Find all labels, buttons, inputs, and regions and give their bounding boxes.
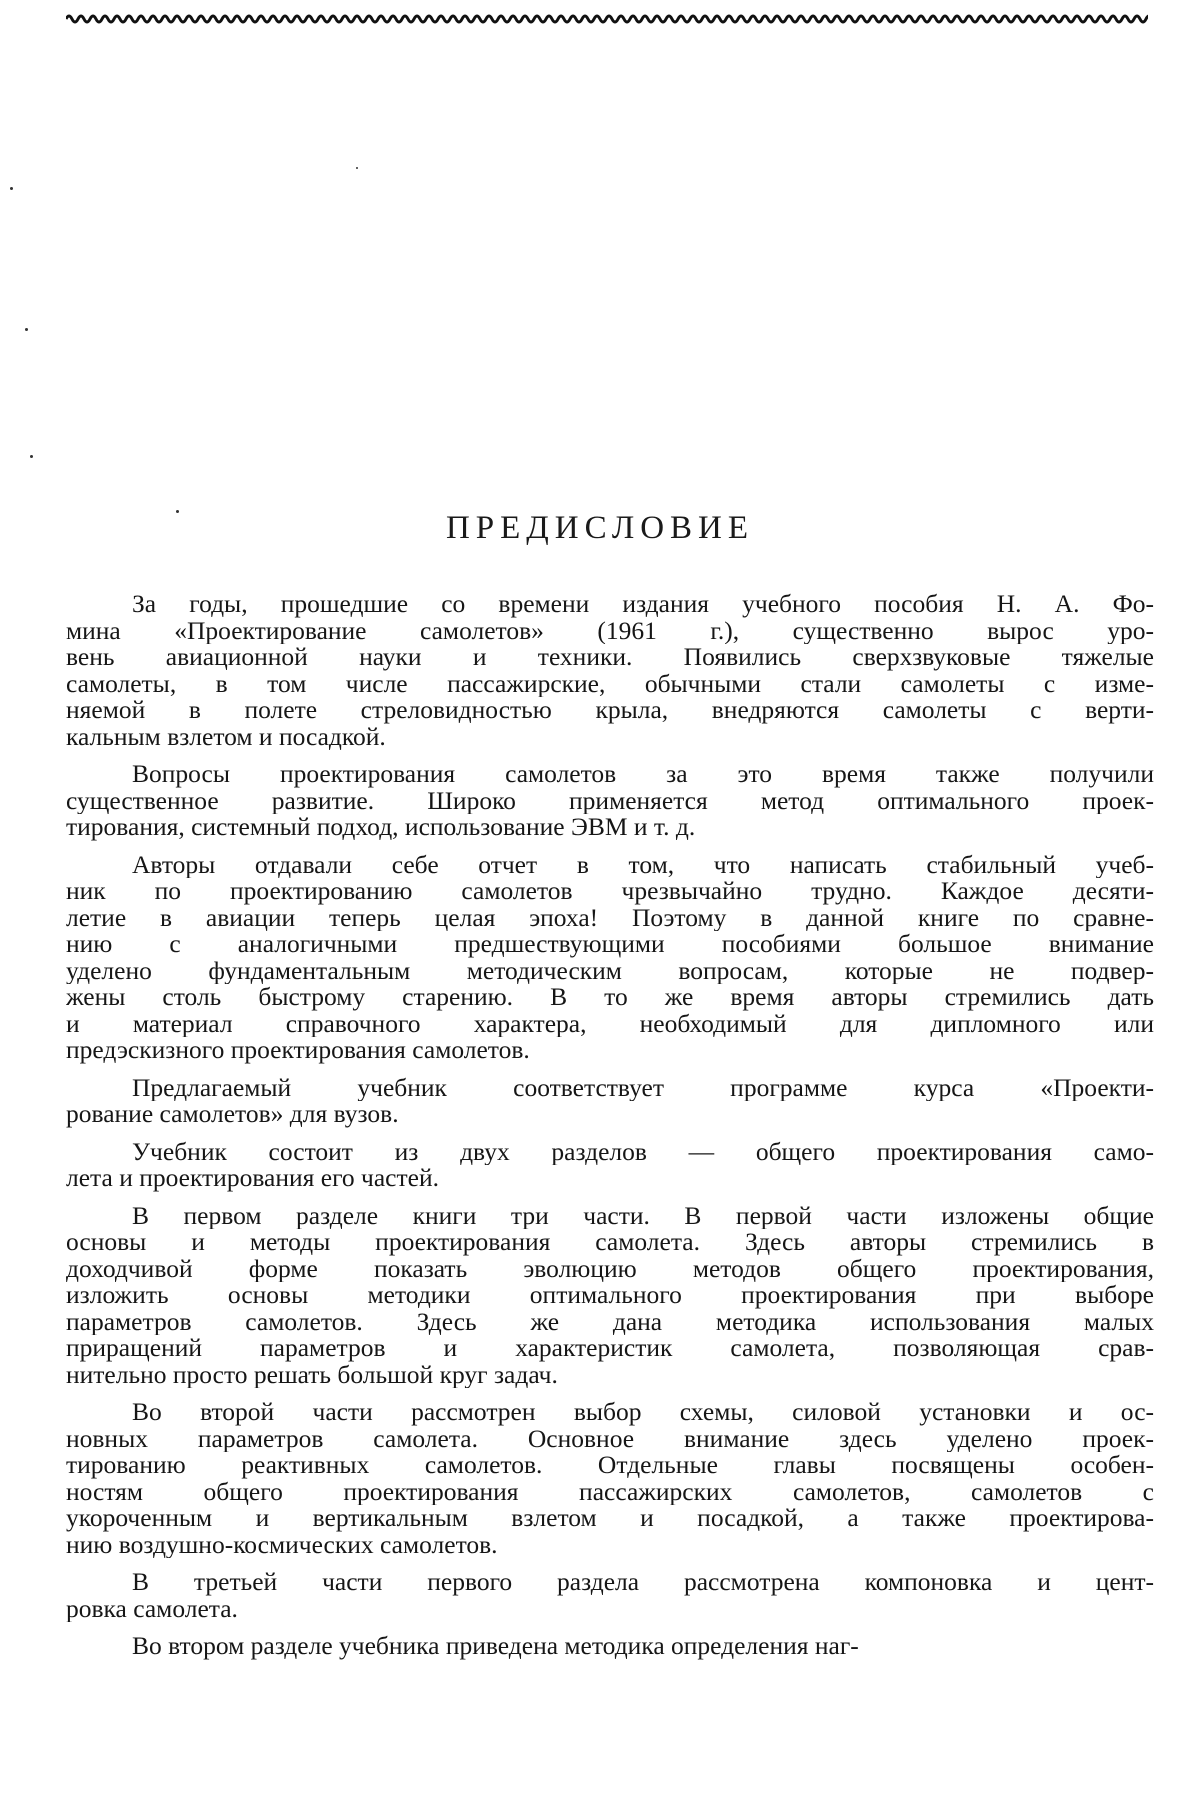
- scan-speck: [356, 167, 358, 169]
- text-line: жены столь быстрому старению. В то же время авторы стремились дать: [66, 984, 1154, 1011]
- paragraph: [66, 1075, 1154, 1128]
- text-line: вень авиационной науки и техники. Появились сверхзвуковые тяжелые: [66, 644, 1154, 671]
- text-line: Вопросы проектирования самолетов за это время также получили: [132, 761, 1154, 788]
- scan-speck: [30, 455, 33, 458]
- paragraph: [66, 1569, 1154, 1622]
- text-line: рование самолетов» для вузов.: [66, 1101, 399, 1128]
- text-line: основы и методы проектирования самолета. Здесь авторы стремились в: [66, 1229, 1154, 1256]
- paragraph: [66, 591, 1154, 750]
- scan-speck: [10, 187, 13, 190]
- text-line: мина «Проектирование самолетов» (1961 г.), существенно вырос уро-: [66, 617, 1154, 644]
- text-line: Во втором разделе учебника приведена методика определения наг-: [132, 1633, 859, 1660]
- text-line: и материал справочного характера, необходимый для дипломного или: [66, 1010, 1154, 1037]
- paragraph: [66, 1203, 1154, 1389]
- text-line: предэскизного проектирования самолетов.: [66, 1037, 530, 1064]
- page-title: ПРЕДИСЛОВИЕ: [445, 510, 755, 546]
- text-line: За годы, прошедшие со времени издания учебного пособия Н. А. Фо-: [132, 591, 1154, 618]
- scan-speck: [25, 328, 28, 331]
- text-line: Во второй части рассмотрен выбор схемы, силовой установки и ос-: [132, 1399, 1154, 1426]
- preface-body: [66, 591, 1154, 1671]
- text-line: новных параметров самолета. Основное внимание здесь уделено проек-: [66, 1425, 1154, 1452]
- text-line: ровка самолета.: [66, 1595, 238, 1622]
- text-line: няемой в полете стреловидностью крыла, внедряются самолеты с верти-: [66, 697, 1154, 724]
- paragraph: [66, 1399, 1154, 1558]
- text-line: В первом разделе книги три части. В первой части изложены общие: [132, 1202, 1154, 1229]
- decorative-wavy-rule: [66, 8, 1148, 30]
- text-line: самолеты, в том числе пассажирские, обычными стали самолеты с изме-: [66, 670, 1154, 697]
- text-line: ник по проектированию самолетов чрезвычайно трудно. Каждое десяти-: [66, 878, 1154, 905]
- text-line: Авторы отдавали себе отчет в том, что написать стабильный учеб-: [132, 851, 1154, 878]
- text-line: уделено фундаментальным методическим вопросам, которые не подвер-: [66, 957, 1154, 984]
- text-line: тирования, системный подход, использование ЭВМ и т. д.: [66, 814, 696, 841]
- paragraph: [66, 1633, 1154, 1660]
- paragraph: [66, 852, 1154, 1064]
- text-line: нию с аналогичными предшествующими пособиями большое внимание: [66, 931, 1154, 958]
- text-line: существенное развитие. Широко применяется метод оптимального проек-: [66, 787, 1154, 814]
- text-line: Учебник состоит из двух разделов — общего проектирования само-: [132, 1138, 1154, 1165]
- text-line: параметров самолетов. Здесь же дана методика использования малых: [66, 1308, 1154, 1335]
- text-line: Предлагаемый учебник соответствует программе курса «Проекти-: [132, 1074, 1154, 1101]
- text-line: изложить основы методики оптимального проектирования при выборе: [66, 1282, 1154, 1309]
- text-line: летие в авиации теперь целая эпоха! Поэтому в данной книге по сравне-: [66, 904, 1154, 931]
- text-line: доходчивой форме показать эволюцию методов общего проектирования,: [66, 1255, 1154, 1282]
- text-line: укороченным и вертикальным взлетом и посадкой, а также проектирова-: [66, 1505, 1154, 1532]
- text-line: кальным взлетом и посадкой.: [66, 723, 386, 750]
- text-line: приращений параметров и характеристик самолета, позволяющая срав-: [66, 1335, 1154, 1362]
- text-line: нительно просто решать большой круг задач.: [66, 1361, 558, 1388]
- text-line: тированию реактивных самолетов. Отдельные главы посвящены особен-: [66, 1452, 1154, 1479]
- text-line: лета и проектирования его частей.: [66, 1165, 439, 1192]
- paragraph: [66, 761, 1154, 841]
- text-line: В третьей части первого раздела рассмотрена компоновка и цент-: [132, 1569, 1154, 1596]
- text-line: нию воздушно-космических самолетов.: [66, 1531, 498, 1558]
- text-line: ностям общего проектирования пассажирских самолетов, самолетов с: [66, 1478, 1154, 1505]
- paragraph: [66, 1139, 1154, 1192]
